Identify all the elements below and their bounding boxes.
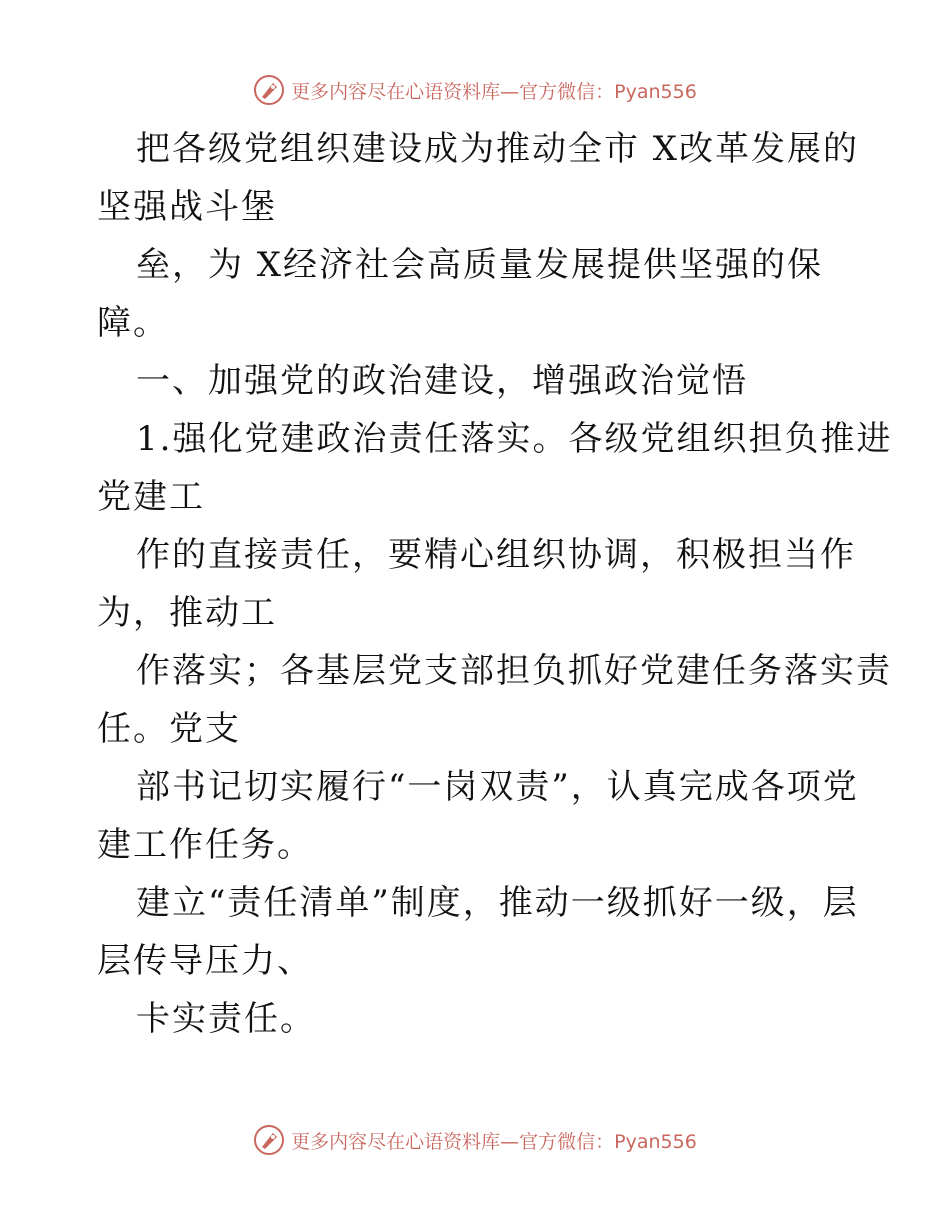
paragraph-line: 建工作任务。 <box>97 825 313 865</box>
paragraph-line: 部书记切实履行“一岗双责”，认真完成各项党 <box>136 767 859 807</box>
paragraph-line: 把各级党组织建设成为推动全市 X改革发展的 <box>136 129 860 169</box>
paragraph-line: 作的直接责任，要精心组织协调，积极担当作 <box>136 535 856 575</box>
paragraph-line: 障。 <box>97 303 169 343</box>
header-watermark <box>0 70 950 110</box>
paragraph-line: 为，推动工 <box>97 593 277 633</box>
paragraph-line: 任。党支 <box>97 709 241 749</box>
paragraph-line: 坚强战斗堡 <box>97 187 277 227</box>
paragraph-line: 党建工 <box>97 477 205 517</box>
paragraph-line: 卡实责任。 <box>136 999 316 1039</box>
watermark-text: 更多内容尽在心语资料库—官方微信：Pyan556 <box>291 1130 697 1153</box>
paragraph-line: 1.强化党建政治责任落实。各级党组织担负推进 <box>136 419 893 459</box>
section-heading: 一、加强党的政治建设，增强政治觉悟 <box>136 361 748 401</box>
pen-nib-logo-icon <box>253 74 285 106</box>
paragraph-line: 作落实；各基层党支部担负抓好党建任务落实责 <box>136 651 892 691</box>
paragraph-line: 层传导压力、 <box>97 941 313 981</box>
watermark-text: 更多内容尽在心语资料库—官方微信：Pyan556 <box>291 80 697 103</box>
pen-nib-logo-icon <box>253 1124 285 1156</box>
footer-watermark <box>0 1120 950 1160</box>
paragraph-line: 建立“责任清单”制度，推动一级抓好一级，层 <box>136 883 859 923</box>
paragraph-line: 垒，为 X经济社会高质量发展提供坚强的保 <box>136 245 824 285</box>
